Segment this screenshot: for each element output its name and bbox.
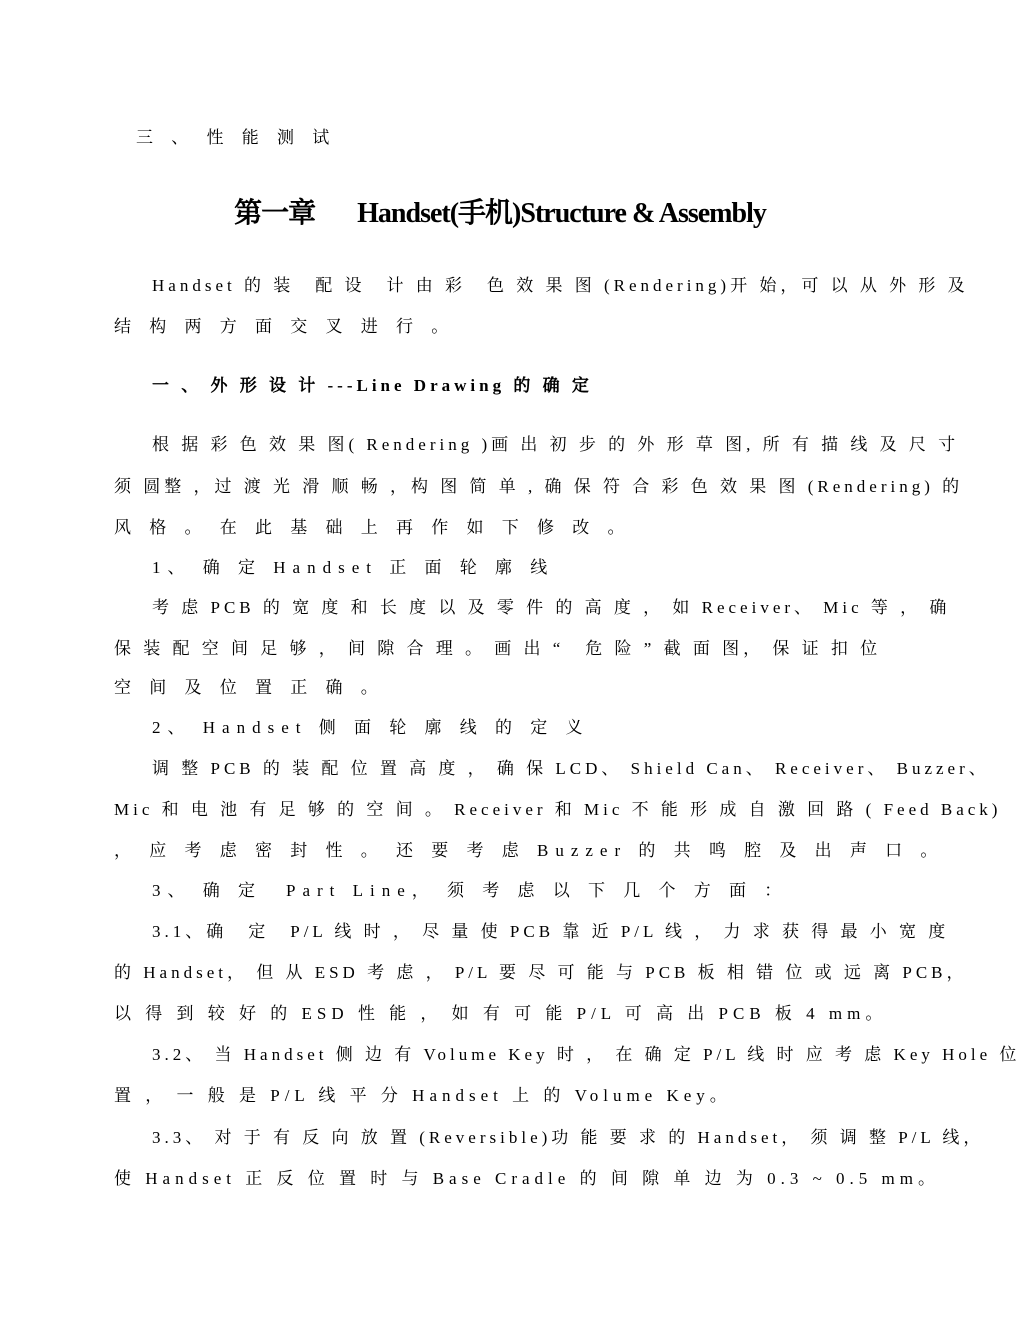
item33-line-2: 使 Handset 正 反 位 置 时 与 Base Cradle 的 间 隙 单 边 为 0.3 ~ 0.5 mm。 (114, 1169, 940, 1188)
item31-line-1: 3.1、确 定 P/L 线 时 ， 尽 量 使 PCB 靠 近 P/L 线 ， 力 求 获 得 最 小 宽 度 (152, 922, 950, 941)
intro-line-2: 结 构 两 方 面 交 叉 进 行 。 (114, 317, 456, 336)
item1-line-2: 保 装 配 空 间 足 够 ， 间 隙 合 理 。 画 出 “ 危 险 ” 截 面 图， 保 证 扣 位 (114, 639, 882, 658)
chapter-title (0, 196, 1000, 232)
section-one-heading: 一 、 外 形 设 计 ---Line Drawing 的 确 定 (152, 376, 593, 395)
item31-line-2: 的 Handset， 但 从 ESD 考 虑 ， P/L 要 尽 可 能 与 PCB 板 相 错 位 或 远 离 PCB， (114, 963, 968, 982)
item2-line-2: Mic 和 电 池 有 足 够 的 空 间 。 Receiver 和 Mic 不 能 形 成 自 激 回 路 ( Feed Back) (114, 800, 1002, 819)
item31-line-3: 以 得 到 较 好 的 ESD 性 能 ， 如 有 可 能 P/L 可 高 出 PCB 板 4 mm。 (114, 1004, 888, 1023)
item32-line-1: 3.2、 当 Handset 侧 边 有 Volume Key 时 ， 在 确 定 P/L 线 时 应 考 虑 Key Hole 位 (152, 1045, 1020, 1064)
item3-heading: 3、 确 定 Part Line， 须 考 虑 以 下 几 个 方 面 ： (152, 881, 789, 900)
item2-line-3: ， 应 考 虑 密 封 性 。 还 要 考 虑 Buzzer 的 共 鸣 腔 及 出 声 口 。 (114, 841, 945, 860)
section-one-line-1: 根 据 彩 色 效 果 图( Rendering )画 出 初 步 的 外 形 草 图, 所 有 描 线 及 尺 寸 (152, 435, 960, 454)
item1-line-1: 考 虑 PCB 的 宽 度 和 长 度 以 及 零 件 的 高 度 ， 如 Receiver、 Mic 等 ， 确 (152, 598, 951, 617)
item32-line-2: 置 ， 一 般 是 P/L 线 平 分 Handset 上 的 Volume Key。 (114, 1086, 732, 1105)
chapter-title-text: Handset(手机)Structure & Assembly (357, 198, 766, 229)
item1-heading: 1、 确 定 Handset 正 面 轮 廓 线 (152, 558, 555, 577)
section-one-line-2: 须 圆整 ，过 渡 光 滑 顺 畅 ，构 图 简 单 , 确 保 符 合 彩 色 效 果 图 (Rendering) 的 (114, 477, 964, 496)
item33-line-1: 3.3、 对 于 有 反 向 放 置 (Reversible)功 能 要 求 的 Handset， 须 调 整 P/L 线， (152, 1128, 985, 1147)
item1-line-3: 空 间 及 位 置 正 确 。 (114, 678, 385, 697)
item2-line-1: 调 整 PCB 的 装 配 位 置 高 度 ， 确 保 LCD、 Shield Can、 Receiver、 Buzzer、 (152, 759, 990, 778)
section-one-line-3: 风 格 。 在 此 基 础 上 再 作 如 下 修 改 。 (114, 518, 632, 537)
intro-line-1: Handset 的 装 配 设 计 由 彩 色 效 果 图 (Rendering)开 始，可 以 从 外 形 及 (152, 276, 969, 295)
section-three-heading: 三 、 性 能 测 试 (136, 128, 337, 147)
item2-heading: 2、 Handset 侧 面 轮 廓 线 的 定 义 (152, 718, 590, 737)
chapter-number: 第一章 (234, 198, 316, 229)
